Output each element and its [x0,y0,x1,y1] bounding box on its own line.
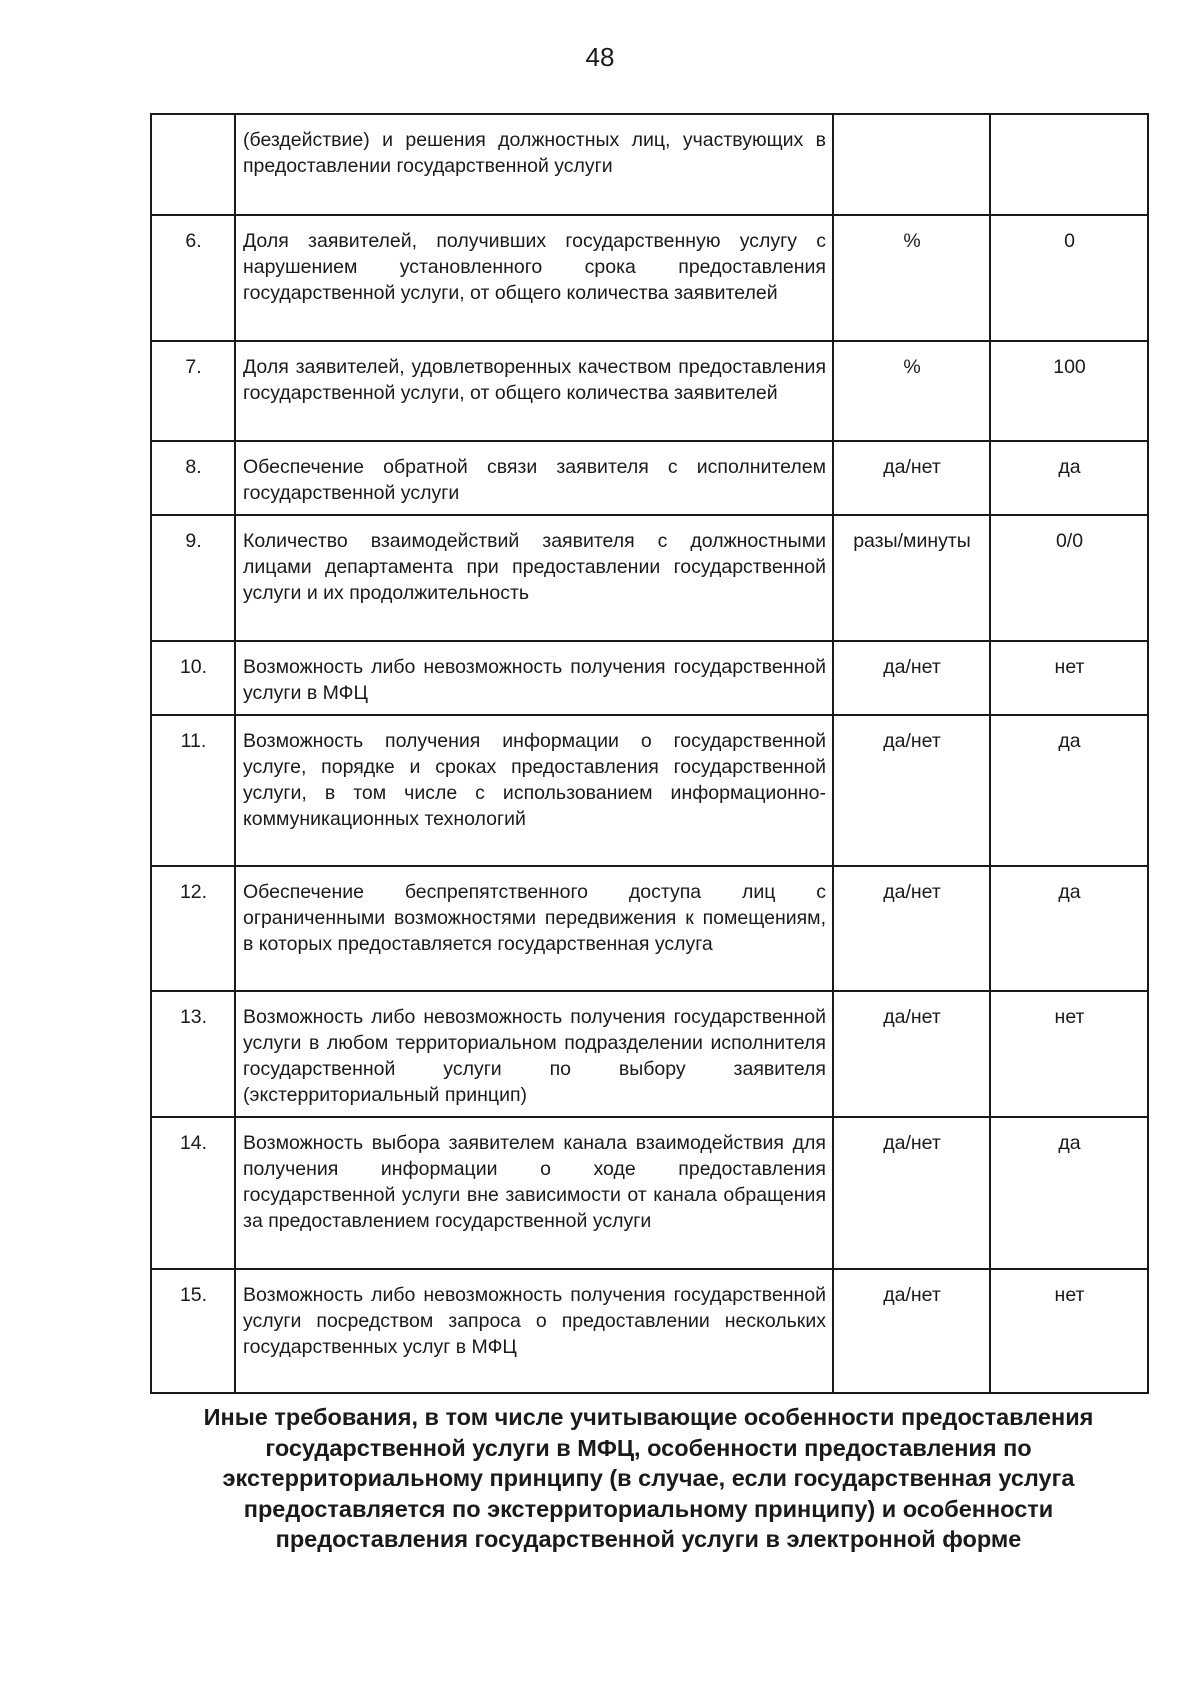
row-number: 12. [151,866,235,991]
table-row [151,866,1148,991]
value-cell: да [990,441,1148,515]
unit-cell: разы/минуты [833,515,990,641]
row-number: 10. [151,641,235,715]
value-cell: 100 [990,341,1148,441]
row-number: 11. [151,715,235,866]
unit-cell: да/нет [833,715,990,866]
unit-cell: да/нет [833,866,990,991]
row-number: 6. [151,215,235,341]
row-number: 13. [151,991,235,1117]
unit-cell: да/нет [833,1269,990,1393]
table-row [151,515,1148,641]
table-row [151,215,1148,341]
value-cell: нет [990,641,1148,715]
value-cell: нет [990,1269,1148,1393]
row-number: 15. [151,1269,235,1393]
unit-cell: да/нет [833,991,990,1117]
value-cell: да [990,1117,1148,1269]
value-cell: 0 [990,215,1148,341]
page-number: 48 [585,42,615,72]
indicator-name: Обеспечение обратной связи заявителя с исполнителем государственной услуги [235,441,833,515]
indicators-table [150,113,1149,1394]
indicator-name: Возможность либо невозможность получения государственной услуги посредством запроса о предоставлении нескольких государственных услуг в МФЦ [235,1269,833,1393]
row-number: 9. [151,515,235,641]
row-number: 7. [151,341,235,441]
unit-cell: да/нет [833,641,990,715]
table-row [151,641,1148,715]
table-row [151,441,1148,515]
table-row [151,1117,1148,1269]
table-row [151,1269,1148,1393]
indicator-name: Доля заявителей, удовлетворенных качеством предоставления государственной услуги, от общего количества заявителей [235,341,833,441]
table-row [151,715,1148,866]
indicator-name: Доля заявителей, получивших государственную услугу с нарушением установленного срока предоставления государственной услуги, от общего количества заявителей [235,215,833,341]
unit-cell: % [833,341,990,441]
section-heading: Иные требования, в том числе учитывающие особенности предоставления государственной услуги в МФЦ, особенности предоставления по экстерриториальному принципу (в случае, если государственная услуга предоставляется по экстерриториальному принципу) и особенности предоставления государственной услуги в электронной форме [203,1404,1094,1552]
table-row [151,991,1148,1117]
unit-cell: да/нет [833,441,990,515]
row-number [151,114,235,215]
indicator-name: (бездействие) и решения должностных лиц, участвующих в предоставлении государственной услуги [235,114,833,215]
unit-cell [833,114,990,215]
value-cell [990,114,1148,215]
value-cell: нет [990,991,1148,1117]
table-row [151,114,1148,215]
value-cell: да [990,715,1148,866]
value-cell: да [990,866,1148,991]
indicator-name: Возможность получения информации о государственной услуге, порядке и сроках предоставления государственной услуги, в том числе с использованием информационно-коммуникационных технологий [235,715,833,866]
value-cell: 0/0 [990,515,1148,641]
row-number: 8. [151,441,235,515]
indicator-name: Возможность либо невозможность получения государственной услуги в любом территориальном подразделении исполнителя государственной услуги по выбору заявителя (экстерриториальный принцип) [235,991,833,1117]
indicator-name: Возможность выбора заявителем канала взаимодействия для получения информации о ходе предоставления государственной услуги вне зависимости от канала обращения за предоставлением государственной услуги [235,1117,833,1269]
table-row [151,341,1148,441]
row-number: 14. [151,1117,235,1269]
indicator-name: Обеспечение беспрепятственного доступа лиц с ограниченными возможностями передвижения к помещениям, в которых предоставляется государственная услуга [235,866,833,991]
unit-cell: да/нет [833,1117,990,1269]
indicator-name: Количество взаимодействий заявителя с должностными лицами департамента при предоставлении государственной услуги и их продолжительность [235,515,833,641]
indicator-name: Возможность либо невозможность получения государственной услуги в МФЦ [235,641,833,715]
unit-cell: % [833,215,990,341]
